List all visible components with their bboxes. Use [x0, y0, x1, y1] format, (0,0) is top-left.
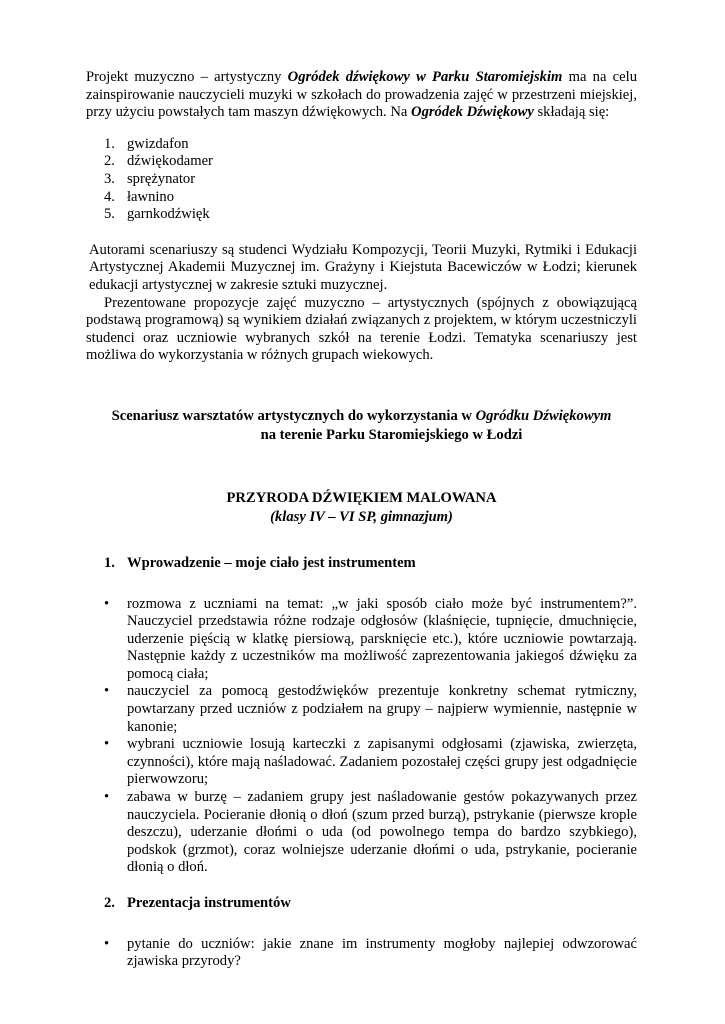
bullet-icon: • — [104, 736, 110, 753]
bullet-icon: • — [104, 789, 110, 806]
bullet-icon: • — [104, 595, 110, 612]
list-item: • wybrani uczniowie losują karteczki z zapisanymi odgłosami (zjawiska, zwierzęta, czynności), które mają naśladować. Zadaniem pozostałej części grupy jest odgadnięcie pierwowzoru; — [104, 736, 637, 788]
list-item: • pytanie do uczniów: jakie znane im instrumenty mogłoby najlepiej odwzorować zjawiska przyrody? — [104, 935, 637, 970]
list-item: 5. garnkodźwięk — [104, 206, 210, 223]
intro-garden-name: Ogródek Dźwiękowy — [411, 104, 534, 121]
section-heading: 1. Wprowadzenie – moje ciało jest instrumentem — [104, 554, 416, 571]
scenario-garden-name: Ogródku Dźwiękowym — [475, 407, 612, 424]
scenario-title: Scenariusz warsztatów artystycznych do wykorzystania w Ogródku Dźwiękowym na terenie Parku Staromiejskiego w Łodzi — [111, 407, 612, 443]
lesson-title: PRZYRODA DŹWIĘKIEM MALOWANA — [226, 489, 497, 506]
list-item: 4. ławnino — [104, 188, 175, 205]
list-item: • zabawa w burzę – zadaniem grupy jest naśladowanie gestów pokazywanych przez nauczyciela. Pocieranie dłonią o dłoń (szum przed burzą), pstrykanie (pierwsze krople deszczu), uderzanie dłońmi o uda (od powolnego tempa do bardzo szybkiego), podskok (grzmot), coraz wolniejsze uderzanie dłońmi o uda, pstrykanie, pocieranie dłonią o dłoń. — [104, 789, 637, 876]
authors-paragraph: Autorami scenariuszy są studenci Wydziału Kompozycji, Teorii Muzyki, Rytmiki i Edukacji Artystycznej Akademii Muzycznej im. Grażyny i Kiejstuta Bacewiczów w Łodzi; kierunek edukacji artystycznej w zakresie sztuki muzycznej. — [89, 241, 637, 293]
lesson-subtitle: (klasy IV – VI SP, gimnazjum) — [270, 508, 453, 525]
section-2-bullets — [86, 936, 637, 971]
list-item: 1. gwizdafon — [104, 135, 189, 152]
intro-text: ma na celu zainspirowanie nauczycieli muzyki w szkołach do prowadzenia zajęć w przestrzeni miejskiej, przy użyciu powstałych tam maszyn dźwiękowych. Na — [86, 69, 637, 121]
list-item: • rozmowa z uczniami na temat: „w jaki sposób ciało może być instrumentem?”. Nauczyciel przedstawia różne rodzaje odgłosów (klaśnięcie, tupnięcie, dmuchnięcie, uderzenie pięścią w klatkę piersiową, parsknięcie etc.), które uczniowie powtarzają. Następnie każdy z uczestników ma możliwość zaprezentowania jakiegoś dźwięku za pomocą ciała; — [104, 595, 637, 682]
machines-list — [86, 136, 637, 224]
intro-project-name: Ogródek dźwiękowy w Parku Staromiejskim — [287, 69, 563, 85]
list-item: • nauczyciel za pomocą gestodźwięków prezentuje konkretny schemat rytmiczny, powtarzany przed uczniów z podziałem na grupy – najpierw wymiennie, następnie w kanonie; — [104, 683, 637, 735]
list-item: 3. sprężynator — [104, 170, 196, 187]
section-1-bullets — [86, 596, 637, 878]
bullet-icon: • — [104, 683, 110, 700]
intro-paragraph — [86, 69, 637, 122]
document-page — [86, 69, 637, 971]
proposals-paragraph: Prezentowane propozycje zajęć muzyczno – artystycznych (spójnych z obowiązującą podstawą programową) są wynikiem działań związanych z projektem, w którym uczestniczyli studenci oraz uczniowie wybranych szkół na terenie Łodzi. Tematyka scenariuszy jest możliwa do wykorzystania w różnych grupach wiekowych. — [86, 294, 637, 364]
intro-text: Projekt muzyczno – artystyczny — [86, 69, 288, 85]
intro-text: składają się: — [533, 104, 610, 121]
lesson-heading — [86, 489, 637, 527]
list-item: 2. dźwiękodamer — [104, 153, 213, 170]
bullet-icon: • — [104, 935, 110, 952]
section-heading: 2. Prezentacja instrumentów — [104, 895, 291, 911]
